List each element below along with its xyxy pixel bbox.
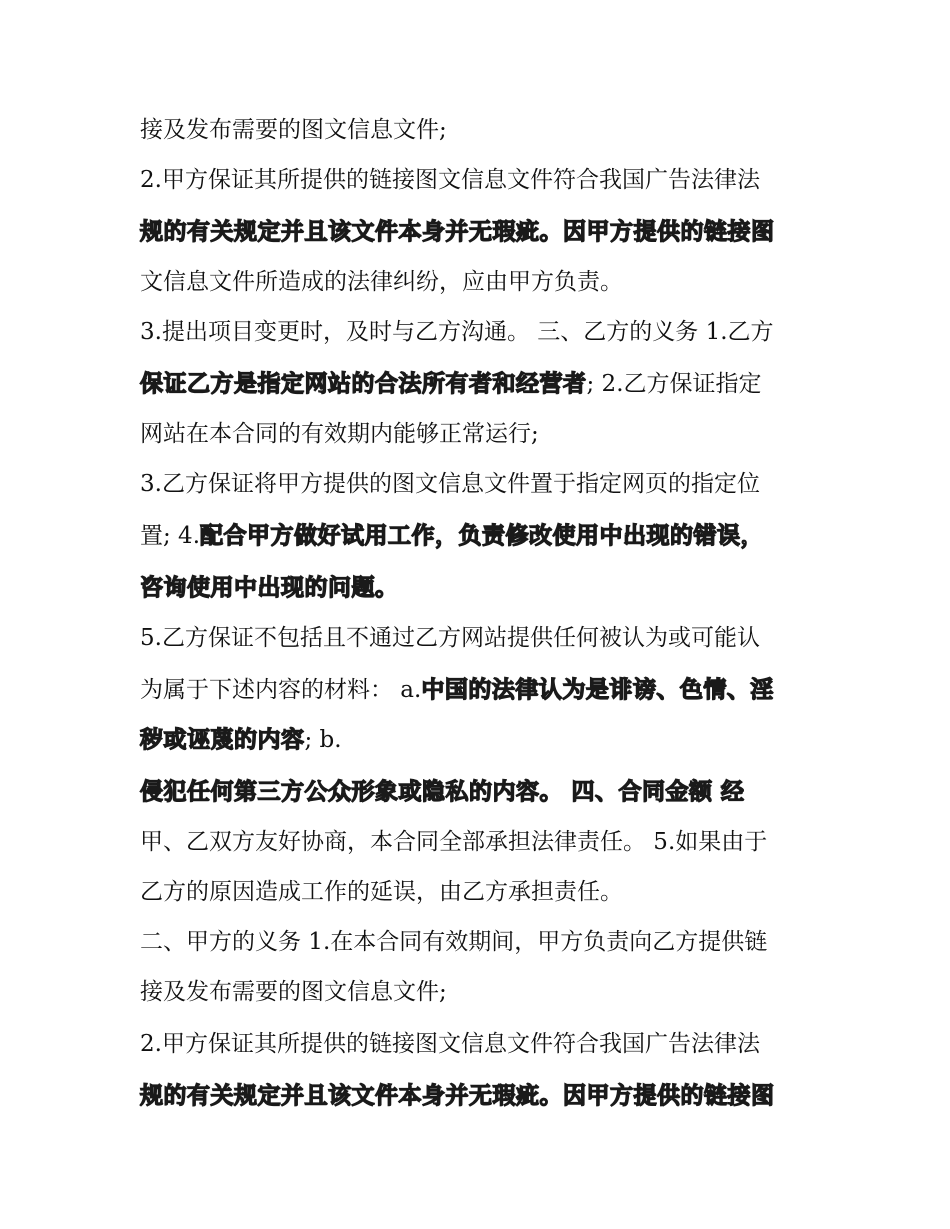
text-line [140,672,820,708]
outlined-text-segment: 秽或诬蔑的内容 [140,727,305,753]
text-line [140,570,820,606]
text-segment: 甲、乙双方友好协商，本合同全部承担法律责任。 5.如果由于 [140,829,768,855]
text-line [140,974,820,1010]
text-line [140,620,820,656]
text-segment: 为属于下述内容的材料： a. [140,677,422,703]
text-line [140,518,820,554]
text-segment: 乙方的原因造成工作的延误，由乙方承担责任。 [140,879,623,905]
text-line [140,824,820,860]
text-line [140,924,820,960]
outlined-text-segment: 规的有关规定并且该文件本身并无瑕疵。因甲方提供的链接图 [140,219,775,245]
text-segment: 2.甲方保证其所提供的链接图文信息文件符合我国广告法律法 [140,167,760,193]
text-line [140,1078,820,1114]
text-line [140,162,820,198]
outlined-text-segment: 侵犯任何第三方公众形象或隐私的内容。 四、合同金额 经 [140,779,745,805]
text-segment: 3.提出项目变更时，及时与乙方沟通。 三、乙方的义务 1.乙方 [140,319,774,345]
text-line [140,774,820,810]
text-segment: 5.乙方保证不包括且不通过乙方网站提供任何被认为或可能认 [140,625,760,651]
text-segment: 置; 4. [140,523,201,549]
text-segment: ; 2.乙方保证指定 [586,371,762,397]
text-segment: 接及发布需要的图文信息文件; [140,117,447,143]
text-segment: 3.乙方保证将甲方提供的图文信息文件置于指定网页的指定位 [140,471,760,497]
outlined-text-segment: 保证乙方是指定网站的合法所有者和经营者 [140,371,587,397]
text-line [140,874,820,910]
text-line [140,112,820,148]
outlined-text-segment: 中国的法律认为是诽谤、色情、淫 [421,677,774,703]
text-line [140,264,820,300]
text-segment: 文信息文件所造成的法律纠纷，应由甲方负责。 [140,269,623,295]
outlined-text-segment: 规的有关规定并且该文件本身并无瑕疵。因甲方提供的链接图 [140,1083,775,1109]
text-segment: 网站在本合同的有效期内能够正常运行; [140,421,539,447]
text-segment: 2.甲方保证其所提供的链接图文信息文件符合我国广告法律法 [140,1031,760,1057]
text-line [140,214,820,250]
outlined-text-segment: 配合甲方做好试用工作，负责修改使用中出现的错误， [200,523,765,549]
text-line [140,1026,820,1062]
text-line [140,314,820,350]
text-line [140,722,820,758]
text-line [140,366,820,402]
text-segment: ; b. [304,727,342,753]
text-segment: 接及发布需要的图文信息文件; [140,979,447,1005]
text-segment: 二、甲方的义务 1.在本合同有效期间，甲方负责向乙方提供链 [140,929,768,955]
text-line [140,416,820,452]
outlined-text-segment: 咨询使用中出现的问题。 [140,575,399,601]
text-line [140,466,820,502]
